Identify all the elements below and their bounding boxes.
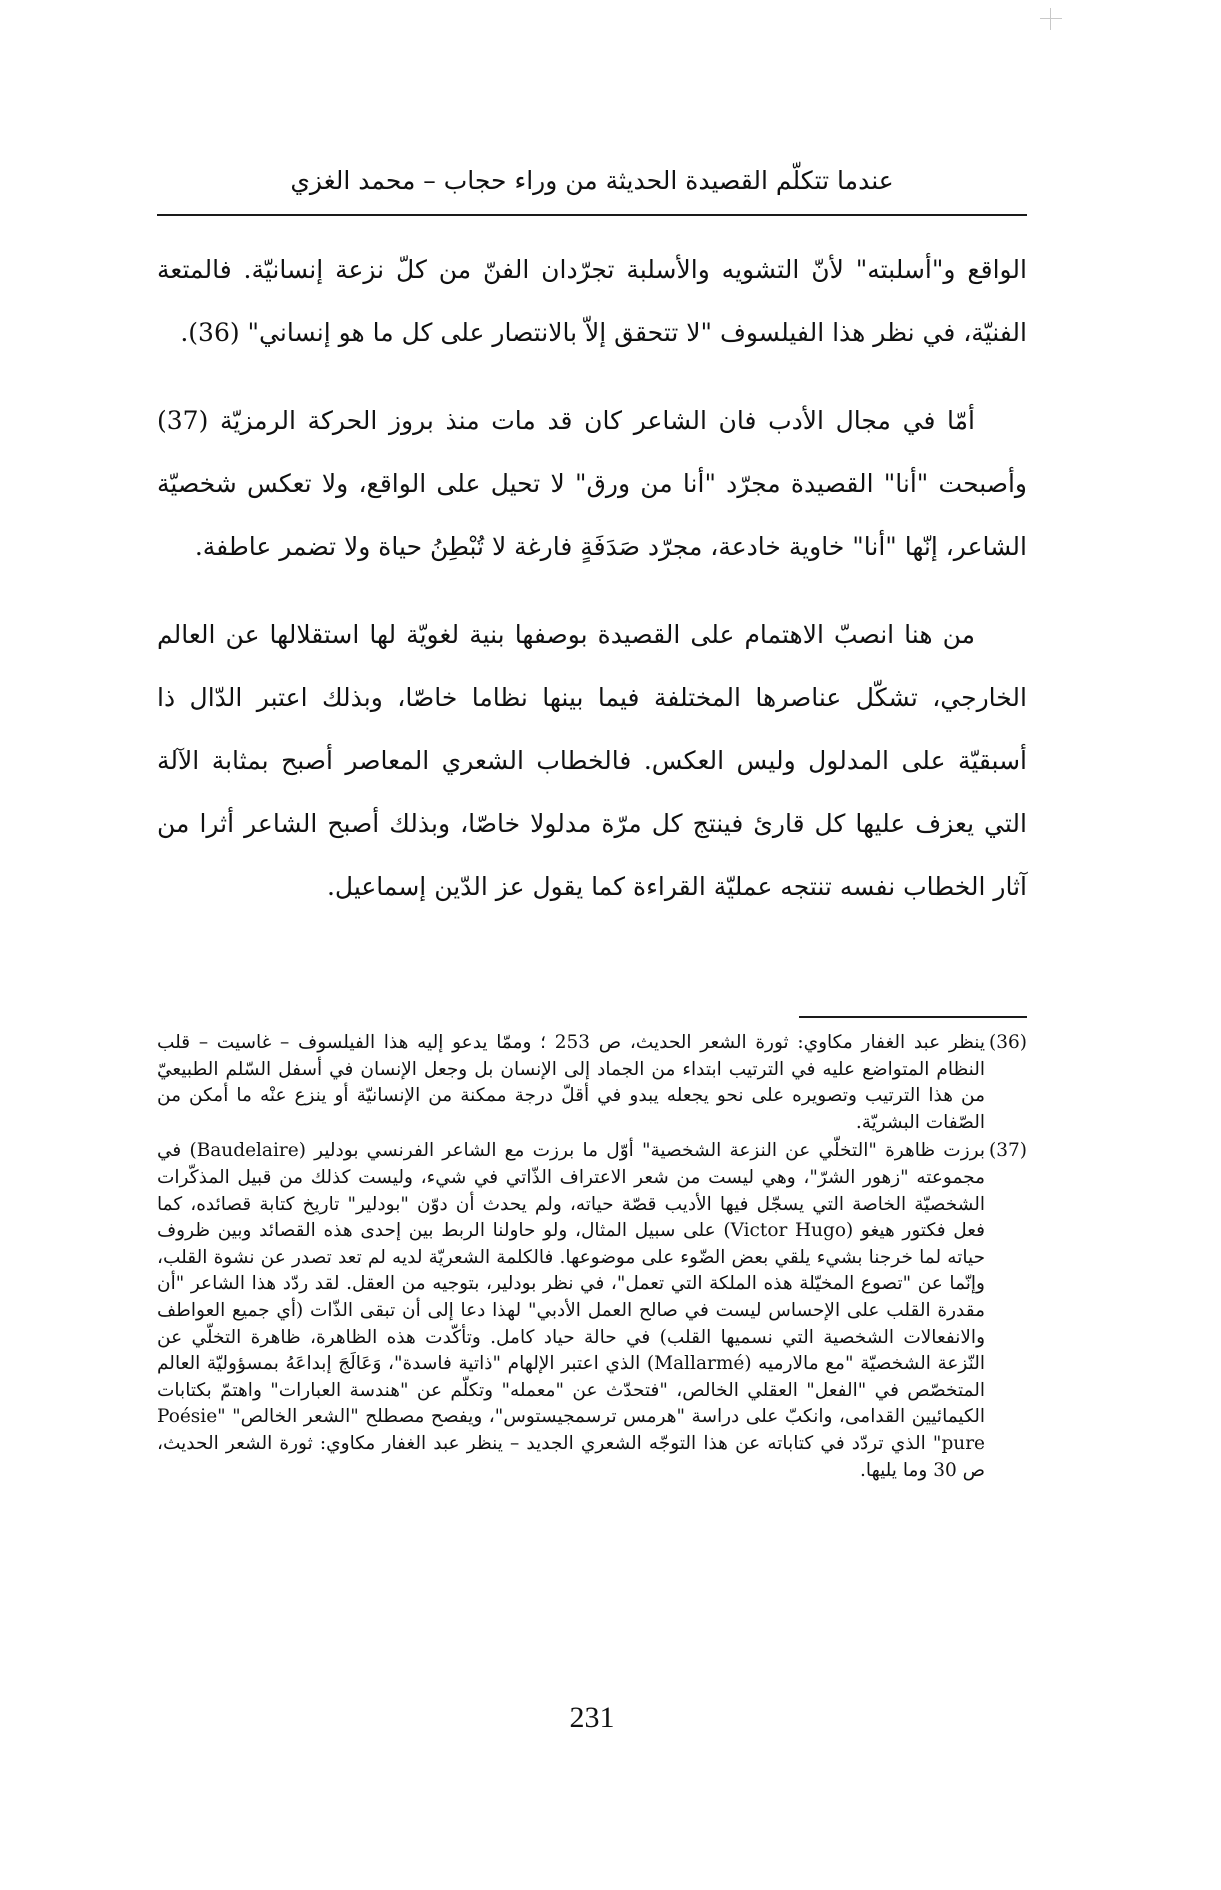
footnote-text: ينظر عبد الغفار مكاوي: ثورة الشعر الحديث، ص 253 ؛ وممّا يدعو إليه هذا الفيلسوف – غاسيت – قلب النظام المتواضع عليه في الترتيب ابتداء من الجماد إلى الإنسان بل وجعل الإنسان في أسفل السّلم الطبيعيّ من هذا الترتيب وتصويره على نحو يجعله يبدو في أقلّ درجة ممكنة من الإنسانيّة أو ينزع عنْه ما أمكن من الصّفات البشريّة. [157,1032,986,1133]
body-paragraph-2: أمّا في مجال الأدب فان الشاعر كان قد مات منذ بروز الحركة الرمزيّة (37) وأصبحت "أنا" القصيدة مجرّد "أنا من ورق" لا تحيل على الواقع، ولا تعكس شخصيّة الشاعر، إنّها "أنا" خاوية خادعة، مجرّد صَدَفَةٍ فارغة لا تُبْطِنُ حياة ولا تضمر عاطفة. [157,406,1027,561]
running-header: عندما تتكلّم القصيدة الحديثة من وراء حجاب – محمد الغزي [290,166,894,195]
body-paragraph-3: من هنا انصبّ الاهتمام على القصيدة بوصفها بنية لغويّة لها استقلالها عن العالم الخارجي، تشكّل عناصرها المختلفة فيما بينها نظاما خاصّا، وبذلك اعتبر الدّال ذا أسبقيّة على المدلول وليس العكس. فالخطاب الشعري المعاصر أصبح بمثابة الآلة التي يعزف عليها كل قارئ فينتج كل مرّة مدلولا خاصّا، وبذلك أصبح الشاعر أثرا من آثار الخطاب نفسه تنتجه عمليّة القراءة كما يقول عز الدّين إسماعيل. [157,620,1027,901]
footnote-36 [157,1030,1027,1136]
footnote-37 [157,1138,1027,1484]
footnotes [157,1030,1027,1484]
body-paragraph-1: الواقع و"أسلبته" لأنّ التشويه والأسلبة تجرّدان الفنّ من كلّ نزعة إنسانيّة. فالمتعة الفنيّة، في نظر هذا الفيلسوف "لا تتحقق إلاّ بالانتصار على كل ما هو إنساني" (36). [157,255,1027,347]
footnote-text: برزت ظاهرة "التخلّي عن النزعة الشخصية" أوّل ما برزت مع الشاعر الفرنسي بودلير (Baudelaire) في مجموعته "زهور الشرّ"، وهي ليست من شعر الاعتراف الذّاتي في شيء، وليست كذلك من قبيل المذكّرات الشخصيّة الخاصة التي يسجّل فيها الأديب قصّة حياته، ولم يحدث أن دوّن "بودلير" تاريخ كتابة قصائده، كما فعل فكتور هيغو (Victor Hugo) على سبيل المثال، ولو حاولنا الربط بين إحدى هذه القصائد وبين ظروف حياته لما خرجنا بشيء يلقي بعض الضّوء على موضوعها. فالكلمة الشعريّة لديه لم تعد تصدر عن نشوة القلب، وإنّما عن "تصوع المخيّلة هذه الملكة التي تعمل"، في نظر بودلير، بتوجيه من العقل. لقد ردّد هذا الشاعر "أن مقدرة القلب على الإحساس ليست في صالح العمل الأدبي" لهذا دعا إلى أن تبقى الذّات (أي جميع العواطف والانفعالات الشخصية التي نسميها القلب) في حالة حياد كامل. وتأكّدت هذه الظاهرة، ظاهرة التخلّي عن النّزعة الشخصيّة "مع مالارميه (Mallarmé) الذي اعتبر الإلهام "ذاتية فاسدة"، وَعَالَجَ إبداعَهُ بمسؤوليّة العالم المتخصّص في "الفعل" العقلي الخالص، "فتحدّث عن "معمله" وتكلّم عن "هندسة العبارات" واهتمّ بكتابات الكيمائيين القدامى، وانكبّ على دراسة "هرمس ترسمجيستوس"، ويفصح مصطلح "الشعر الخالص" "Poésie pure" الذي تردّد في كتاباته عن هذا التوجّه الشعري الجديد – ينظر عبد الغفار مكاوي: ثورة الشعر الحديث، ص 30 وما يليها. [157,1140,985,1481]
body-text [157,238,1027,918]
page-number: 231 [569,1701,615,1734]
header-rule [157,214,1027,216]
footnote-number: (36) [989,1032,1028,1053]
footnote-rule [799,1016,1027,1018]
footnote-number: (37) [989,1140,1027,1162]
crop-mark [1040,8,1062,30]
